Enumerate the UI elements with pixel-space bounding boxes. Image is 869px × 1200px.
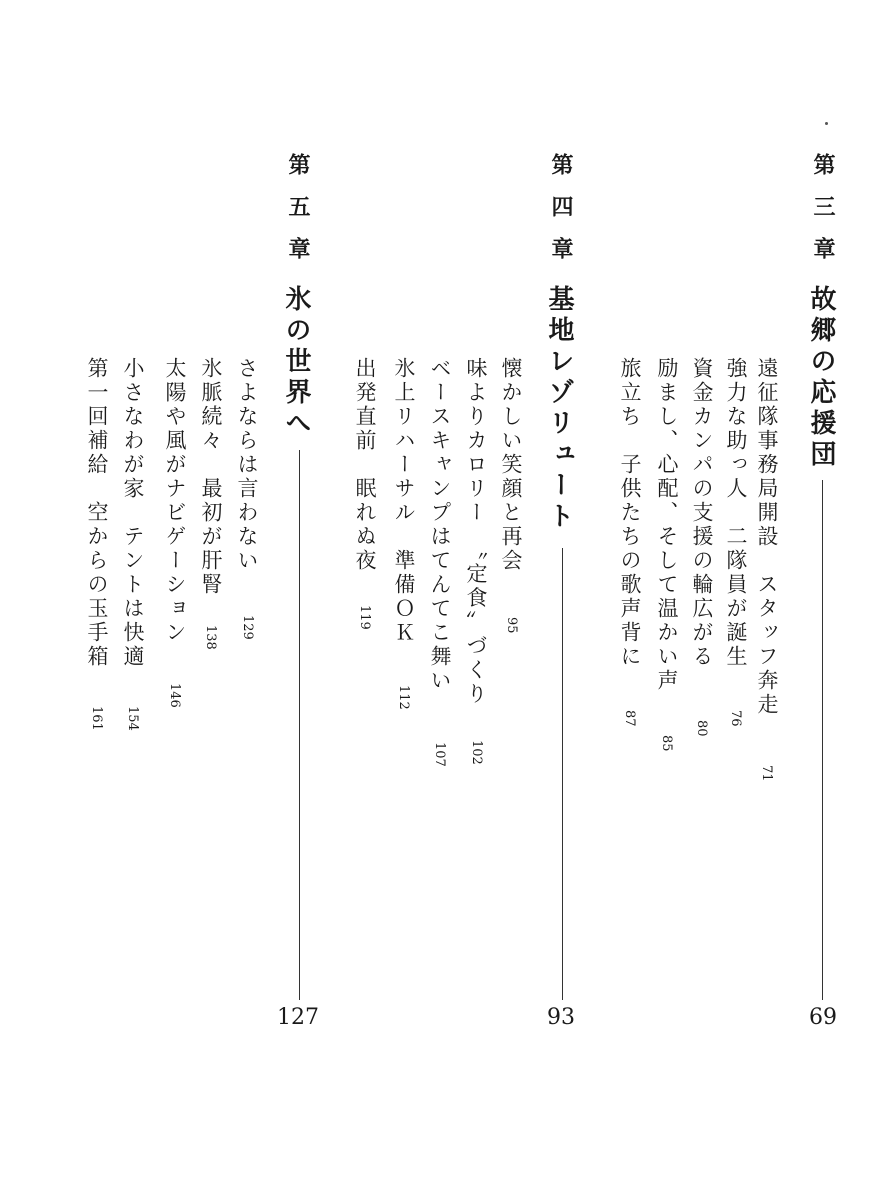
- print-speck: [825, 122, 828, 125]
- chapter-3-entry-5: 旅立ち 子供たちの歌声背に: [618, 357, 642, 669]
- chapter-4-title: 基地レゾリュート: [544, 285, 574, 533]
- chapter-5-entry-4-page: 154: [125, 706, 140, 731]
- chapter-4-label: 第四章: [548, 153, 574, 279]
- chapter-4-entry-4-page: 112: [396, 685, 411, 710]
- chapter-3-label: 第三章: [810, 153, 836, 279]
- chapter-4-entry-5: 出発直前 眠れぬ夜: [353, 357, 377, 573]
- chapter-4-entry-1: 懐かしい笑顔と再会: [499, 357, 523, 573]
- chapter-3-page-number: 69: [809, 1005, 837, 1030]
- chapter-5-entry-4: 小さなわが家 テントは快適: [121, 357, 145, 669]
- chapter-4-leader-line: [562, 548, 563, 1000]
- chapter-3-entry-5-page: 87: [622, 710, 637, 727]
- chapter-3-entry-1: 遠征隊事務局開設 スタッフ奔走: [755, 357, 779, 717]
- chapter-3-leader-line: [822, 480, 823, 1000]
- chapter-3-entry-3-page: 80: [694, 720, 709, 737]
- chapter-5-entry-3: 太陽や風がナビゲーション: [163, 357, 187, 645]
- chapter-5-entry-3-page: 146: [167, 683, 182, 708]
- chapter-4-entry-3-page: 107: [432, 742, 447, 767]
- chapter-4-entry-1-page: 95: [504, 617, 519, 634]
- chapter-5-entry-2-page: 138: [203, 625, 218, 650]
- chapter-3-entry-3: 資金カンパの支援の輪広がる: [690, 357, 714, 669]
- chapter-3-entry-1-page: 71: [759, 765, 774, 782]
- chapter-3-title: 故郷の応援団: [806, 285, 836, 471]
- chapter-3-entry-2: 強力な助っ人 二隊員が誕生: [724, 357, 748, 669]
- chapter-5-leader-line: [299, 450, 300, 1000]
- chapter-4-entry-2: 味よりカロリー 〝定食〟づくり: [464, 357, 488, 707]
- chapter-5-page-number: 127: [277, 1005, 319, 1030]
- chapter-4-entry-2-page: 102: [469, 740, 484, 765]
- chapter-5-entry-1-page: 129: [240, 615, 255, 640]
- chapter-3-entry-2-page: 76: [728, 710, 743, 727]
- chapter-4-page-number: 93: [547, 1005, 575, 1030]
- chapter-3-entry-4-page: 85: [659, 735, 674, 752]
- chapter-3-entry-4: 励まし、心配、そして温かい声: [655, 357, 679, 693]
- chapter-5-entry-1: さよならは言わない: [235, 357, 259, 573]
- chapter-4-entry-5-page: 119: [357, 605, 372, 630]
- chapter-5-entry-2: 氷脈続々 最初が肝腎: [199, 357, 223, 597]
- chapter-4-entry-4: 氷上リハーサル 準備ＯＫ: [392, 357, 416, 645]
- chapter-5-entry-5-page: 161: [89, 706, 104, 731]
- chapter-5-label: 第五章: [285, 153, 311, 279]
- chapter-5-entry-5: 第一回補給 空からの玉手箱: [85, 357, 109, 669]
- chapter-5-title: 氷の世界へ: [281, 285, 311, 440]
- chapter-4-entry-3: ベースキャンプはてんてこ舞い: [428, 357, 452, 693]
